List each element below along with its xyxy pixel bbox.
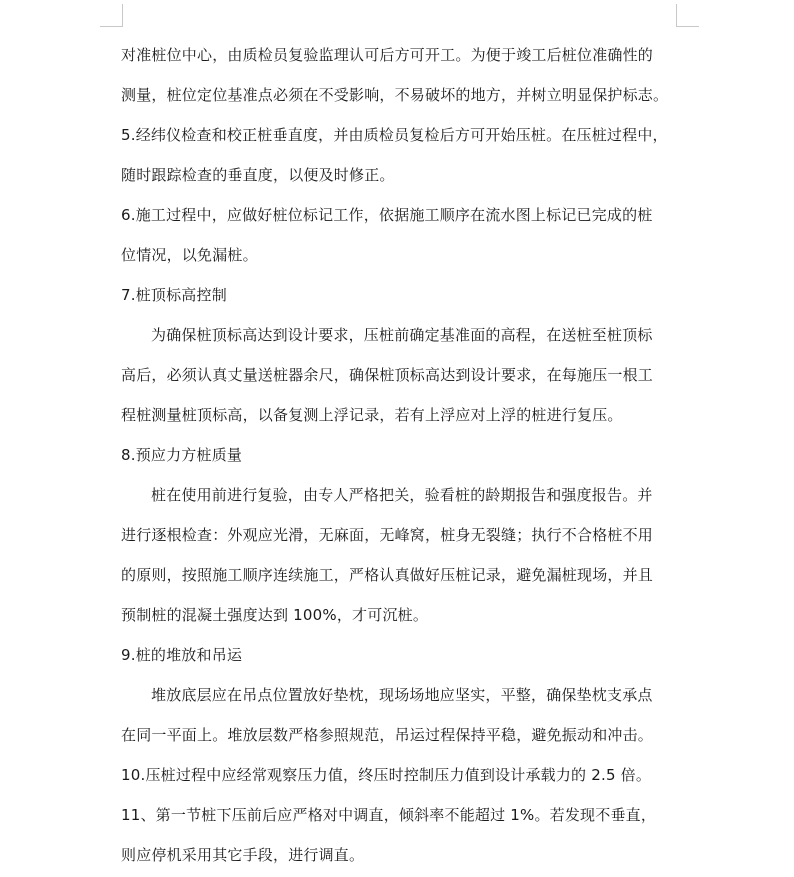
page-corner-mark-top-right bbox=[676, 4, 699, 27]
text-line: 堆放底层应在吊点位置放好垫枕，现场场地应坚实，平整，确保垫枕支承点 bbox=[151, 686, 653, 704]
text-line: 高后，必须认真丈量送桩器余尺，确保桩顶标高达到设计要求，在每施压一根工 bbox=[121, 366, 654, 384]
text-line: 桩在使用前进行复验，由专人严格把关，验看桩的龄期报告和强度报告。并 bbox=[151, 486, 653, 504]
text-line: 测量，桩位定位基准点必须在不受影响，不易破坏的地方，并树立明显保护标志。 bbox=[121, 86, 669, 104]
text-line: 位情况，以免漏桩。 bbox=[121, 246, 258, 264]
document-body[interactable] bbox=[121, 35, 681, 875]
text-line: 为确保桩顶标高达到设计要求，压桩前确定基准面的高程，在送桩至桩顶标 bbox=[151, 326, 653, 344]
section-heading: 7.桩顶标高控制 bbox=[121, 286, 227, 304]
section-heading: 9.桩的堆放和吊运 bbox=[121, 646, 243, 664]
text-line: 随时跟踪检查的垂直度，以便及时修正。 bbox=[121, 166, 395, 184]
text-line: 预制桩的混凝土强度达到 100%，才可沉桩。 bbox=[121, 606, 429, 624]
text-line: 程桩测量桩顶标高，以备复测上浮记录，若有上浮应对上浮的桩进行复压。 bbox=[121, 406, 623, 424]
text-line: 10.压桩过程中应经常观察压力值，终压时控制压力值到设计承载力的 2.5 倍。 bbox=[121, 766, 652, 784]
text-line: 对准桩位中心，由质检员复验监理认可后方可开工。为便于竣工后桩位准确性的 bbox=[121, 46, 654, 64]
text-line: 的原则，按照施工顺序连续施工，严格认真做好压桩记录，避免漏桩现场，并且 bbox=[121, 566, 654, 584]
text-line: 在同一平面上。堆放层数严格参照规范，吊运过程保持平稳，避免振动和冲击。 bbox=[121, 726, 654, 744]
text-line: 进行逐根检查：外观应光滑，无麻面，无峰窝，桩身无裂缝；执行不合格桩不用 bbox=[121, 526, 654, 544]
text-line: 5.经纬仪检查和校正桩垂直度，并由质检员复检后方可开始压桩。在压桩过程中， bbox=[121, 126, 668, 144]
text-line: 11、第一节桩下压前后应严格对中调直，倾斜率不能超过 1%。若发现不垂直， bbox=[121, 806, 657, 824]
text-line: 则应停机采用其它手段，进行调直。 bbox=[121, 846, 365, 864]
page-corner-mark-top-left bbox=[100, 4, 123, 27]
section-heading: 8.预应力方桩质量 bbox=[121, 446, 243, 464]
text-line: 6.施工过程中，应做好桩位标记工作，依据施工顺序在流水图上标记已完成的桩 bbox=[121, 206, 653, 224]
